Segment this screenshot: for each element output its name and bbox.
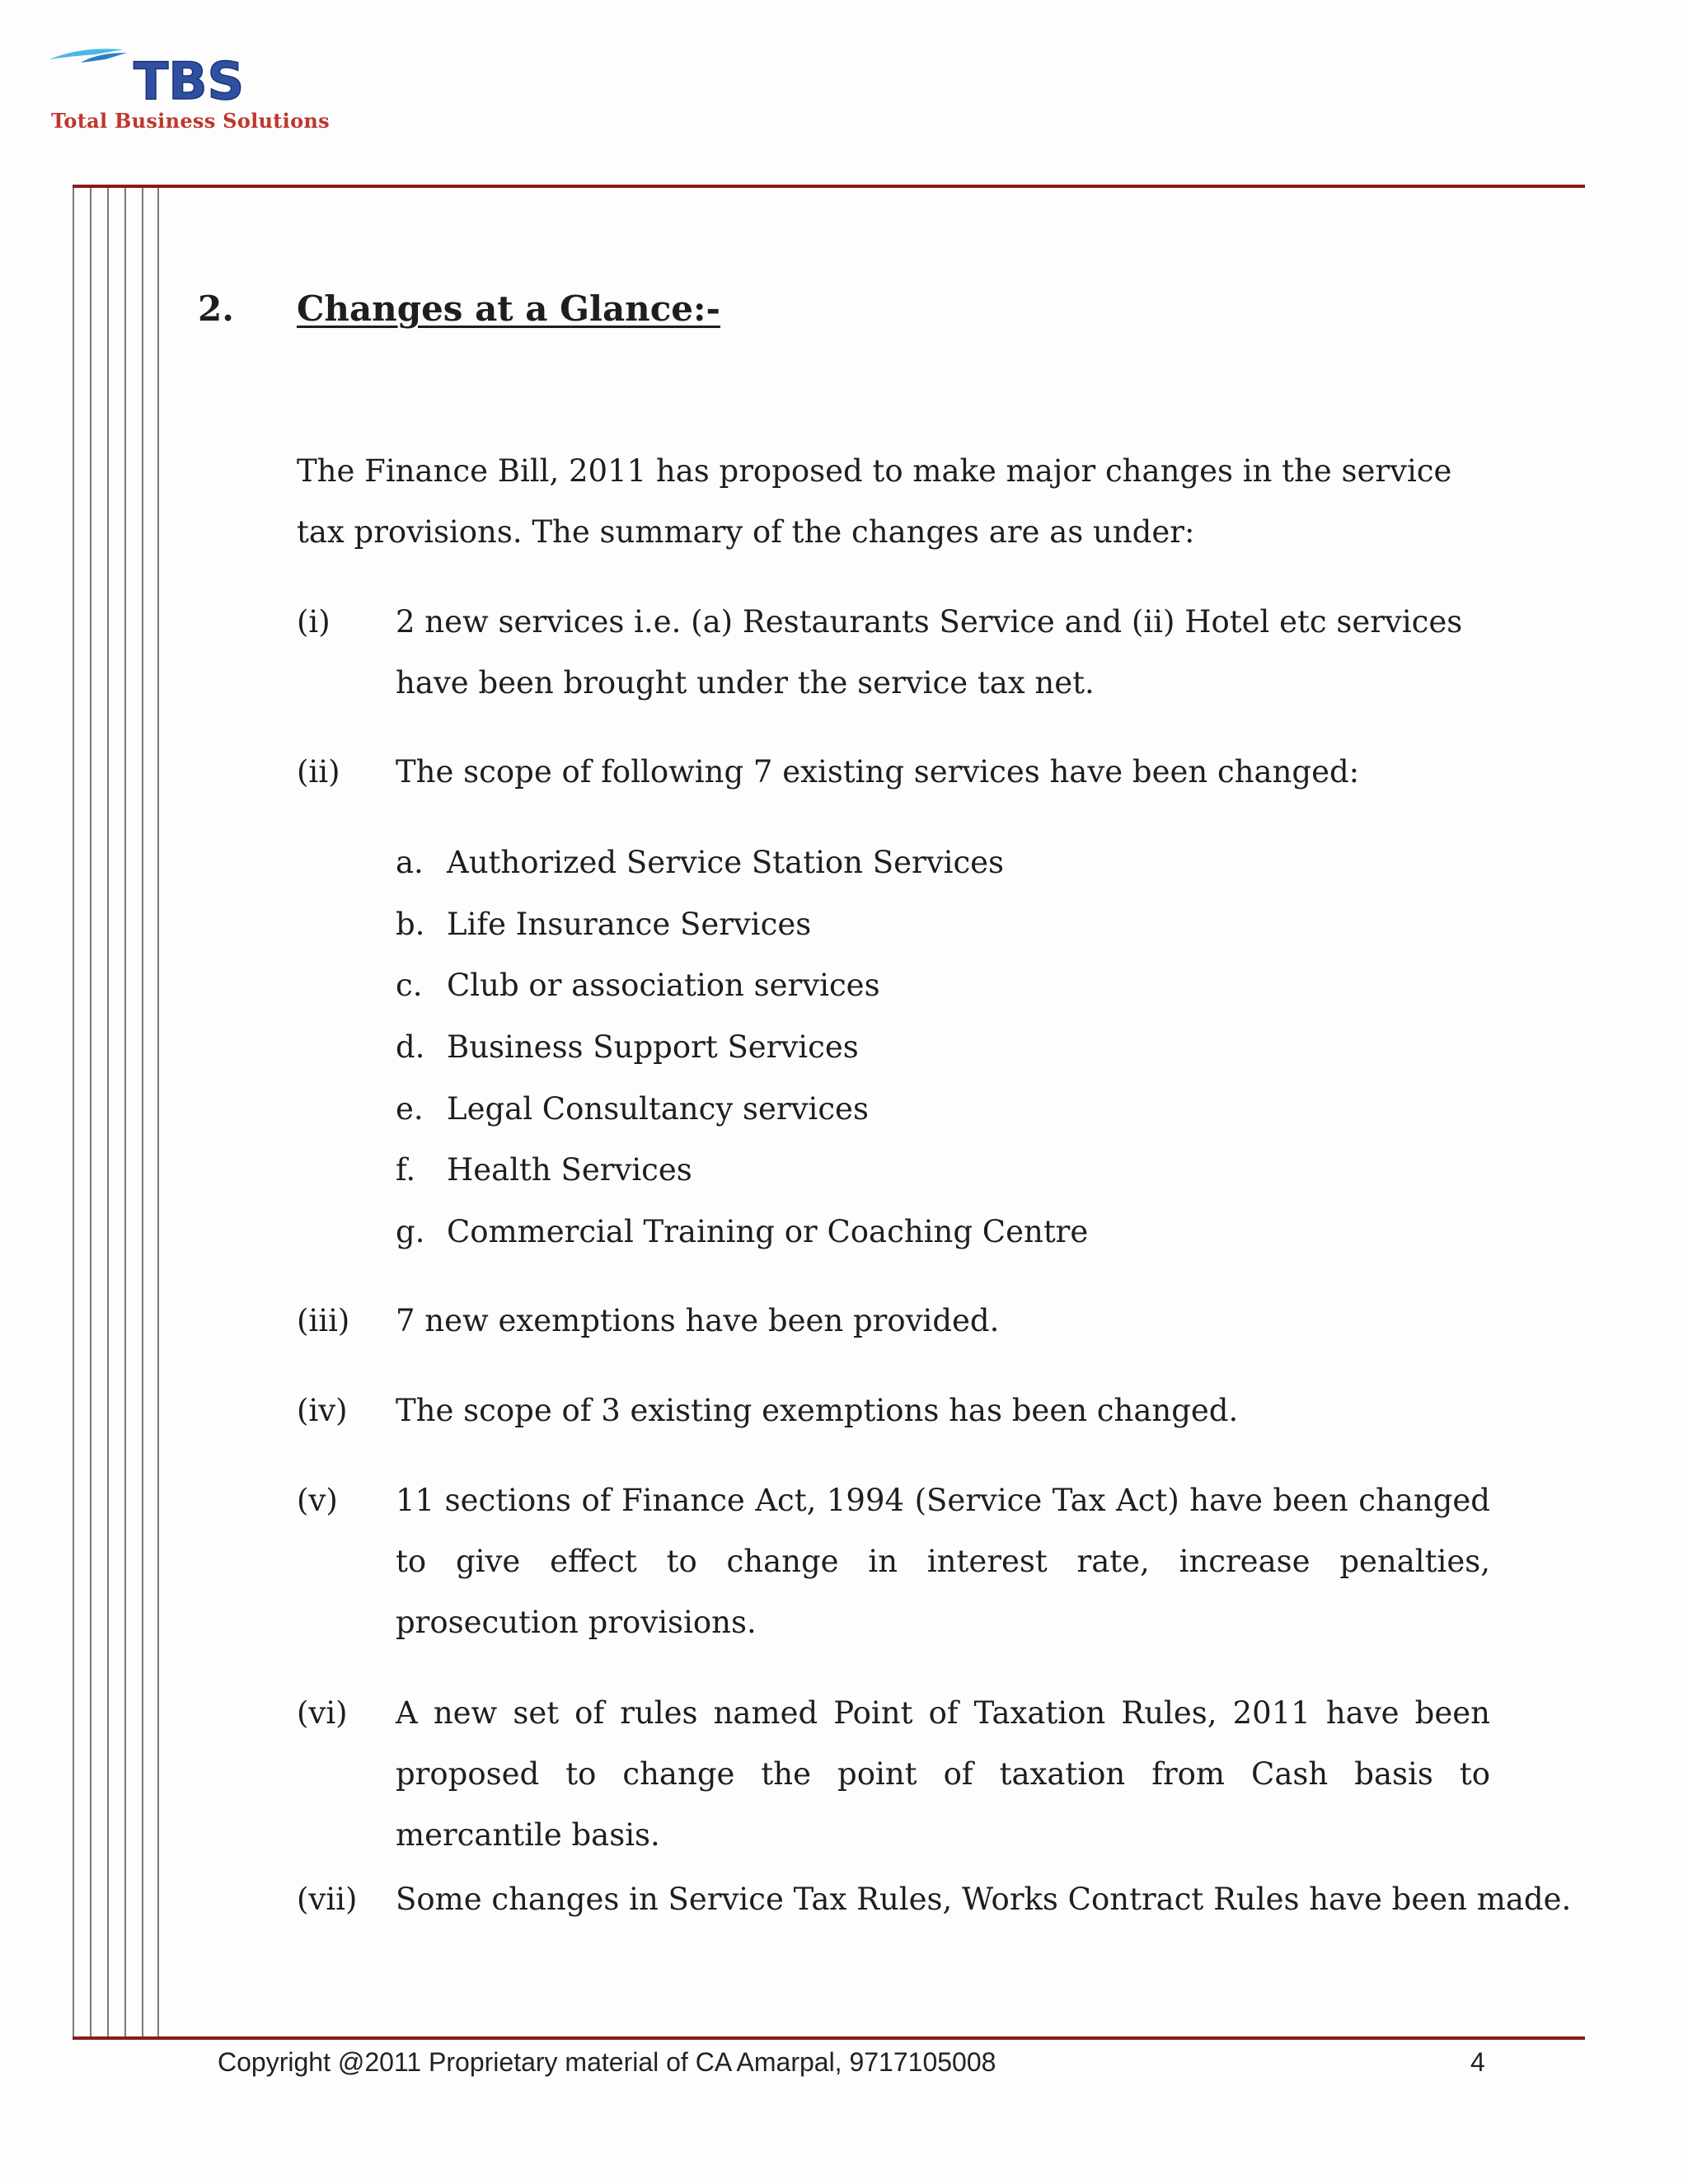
- item-marker: (i): [297, 604, 331, 640]
- list-item: [396, 1202, 1088, 1263]
- list-item: [396, 1140, 1088, 1202]
- margin-line: [90, 188, 91, 2036]
- item-marker: (vi): [297, 1695, 348, 1731]
- item-text: 7 new exemptions have been provided.: [396, 1303, 1000, 1338]
- list-text: Life Insurance Services: [447, 906, 812, 942]
- list-item: [396, 832, 1088, 894]
- footer-copyright: Copyright @2011 Proprietary material of CA Amarpal, 9717105008: [218, 2047, 996, 2077]
- list-text: Health Services: [447, 1152, 692, 1188]
- list-text: Club or association services: [447, 968, 880, 1004]
- item-text: The scope of following 7 existing services have been changed:: [396, 754, 1360, 790]
- header-rule: [73, 185, 1585, 188]
- margin-line: [73, 188, 74, 2036]
- item-marker: (iv): [297, 1393, 348, 1428]
- list-letter: f.: [396, 1152, 416, 1188]
- list-text: Authorized Service Station Services: [447, 845, 1005, 880]
- item-text: A new set of rules named Point of Taxation Rules, 2011 have been proposed to change the point of taxation from Cash basis to mercantile basis.: [396, 1695, 1490, 1853]
- list-item: [396, 894, 1088, 956]
- list-text: Business Support Services: [447, 1029, 859, 1066]
- list-letter: c.: [396, 968, 423, 1004]
- footer-rule: [73, 2036, 1585, 2040]
- tbs-logo-mark: [48, 41, 262, 107]
- item-text: 11 sections of Finance Act, 1994 (Service Tax Act) have been changed to give effect to change in interest rate, increase penalties, prosecution provisions.: [396, 1483, 1490, 1640]
- list-letter: d.: [396, 1029, 425, 1066]
- services-sublist: [396, 832, 1088, 1263]
- item-marker: (vii): [297, 1882, 358, 1917]
- margin-line: [124, 188, 126, 2036]
- intro-paragraph: The Finance Bill, 2011 has proposed to make major changes in the service tax provisions. The summary of the changes are as under:: [297, 453, 1452, 550]
- item-marker: (ii): [297, 754, 340, 790]
- list-text: Commercial Training or Coaching Centre: [447, 1214, 1089, 1250]
- list-item: [396, 955, 1088, 1017]
- item-marker: (iii): [297, 1303, 350, 1338]
- item-text: The scope of 3 existing exemptions has been changed.: [396, 1393, 1239, 1428]
- item-text: Some changes in Service Tax Rules, Works Contract Rules have been made.: [396, 1882, 1572, 1917]
- item-marker: (v): [297, 1483, 338, 1518]
- margin-line: [107, 188, 109, 2036]
- section-number: 2.: [198, 288, 234, 329]
- margin-line: [157, 188, 159, 2036]
- logo-wordmark: TBS: [134, 51, 245, 107]
- logo-subtitle: Total Business Solutions: [51, 109, 330, 133]
- list-item: [396, 1079, 1088, 1141]
- section-title: Changes at a Glance:-: [297, 288, 720, 329]
- item-text: 2 new services i.e. (a) Restaurants Service and (ii) Hotel etc services have been brought under the service tax net.: [396, 604, 1463, 701]
- tbs-logo: [48, 41, 336, 136]
- list-text: Legal Consultancy services: [447, 1090, 869, 1127]
- list-item: [396, 1017, 1088, 1079]
- list-letter: g.: [396, 1214, 425, 1250]
- page-number: 4: [1470, 2047, 1485, 2077]
- margin-line: [142, 188, 143, 2036]
- list-letter: a.: [396, 845, 424, 880]
- list-letter: e.: [396, 1090, 424, 1127]
- list-letter: b.: [396, 906, 425, 942]
